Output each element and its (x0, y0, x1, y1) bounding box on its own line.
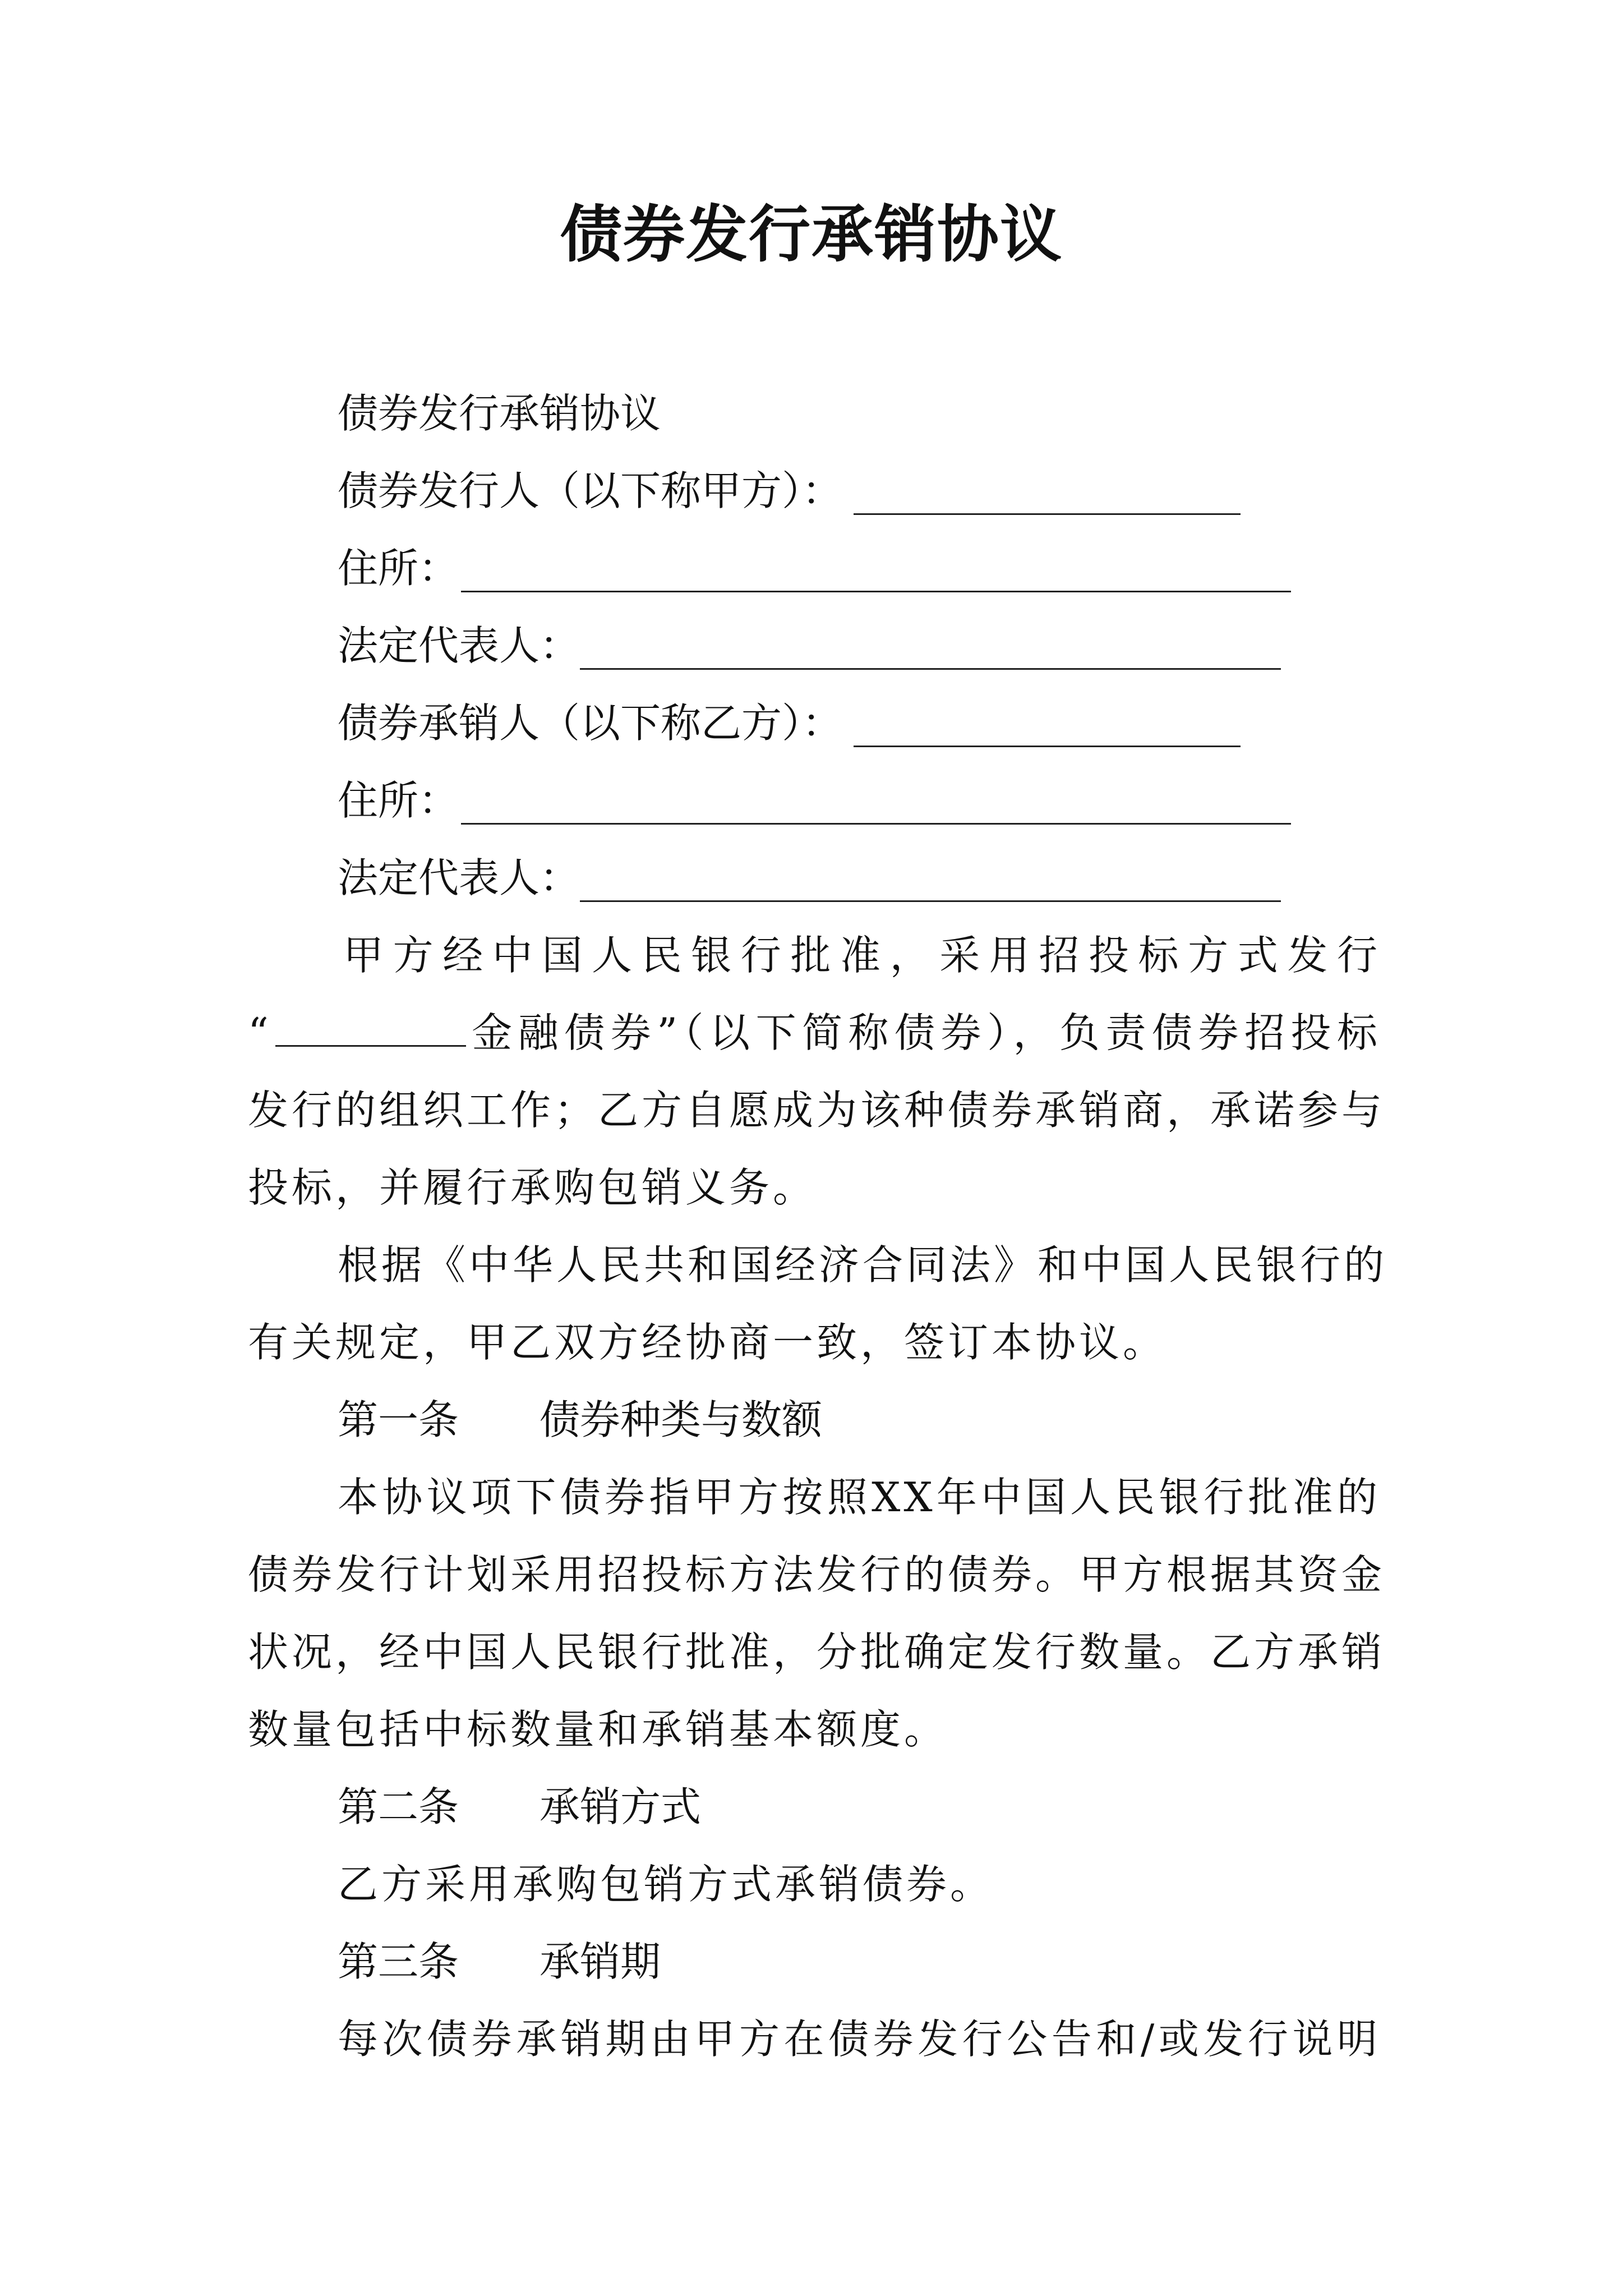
issuer-rep-field (248, 607, 1381, 684)
issuer-blank[interactable] (854, 463, 1241, 515)
underwriter-address-blank[interactable] (461, 772, 1291, 825)
basis-paragraph (248, 1226, 1388, 1381)
underwriter-address-field (248, 762, 1381, 839)
underwriter-rep-blank[interactable] (580, 850, 1281, 902)
intro-line-1: 甲方经中国人民银行批准，采用招投标方式发行 (343, 932, 1381, 979)
issuer-label: 债券发行人（以下称甲方）： (338, 467, 843, 514)
article-1-title: 债券种类与数额 (540, 1396, 823, 1443)
article-2-number: 第二条 (338, 1783, 459, 1830)
article-3-heading (248, 1923, 1381, 2000)
underwriter-rep-field (248, 839, 1381, 917)
article-1-line-4: 数量包括中标数量和承销基本额度。 (248, 1706, 948, 1753)
underwriter-address-label: 住所： (338, 777, 459, 824)
basis-line-1: 根据《中华人民共和国经济合同法》和中国人民银行的 (338, 1241, 1388, 1289)
underwriter-field (248, 684, 1381, 762)
article-1-line-3: 状况，经中国人民银行批准，分批确定发行数量。乙方承销 (248, 1628, 1386, 1676)
article-3-title: 承销期 (540, 1938, 661, 1985)
document-subtitle: 债券发行承销协议 (338, 390, 661, 437)
intro-line-4: 投标，并履行承购包销义务。 (248, 1164, 817, 1211)
article-1-number: 第一条 (338, 1396, 459, 1443)
issuer-address-blank[interactable] (461, 540, 1291, 592)
article-3-body (248, 2000, 1381, 2078)
issuer-address-field (248, 530, 1381, 607)
document-body (248, 375, 1388, 2078)
bond-name-blank[interactable] (275, 1001, 466, 1047)
underwriter-label: 债券承销人（以下称乙方）： (338, 700, 843, 747)
article-1-body (248, 1458, 1386, 1768)
article-2-title: 承销方式 (540, 1783, 702, 1830)
underwriter-blank[interactable] (854, 695, 1241, 747)
intro-open-quote: “ (248, 1009, 272, 1056)
basis-line-2: 有关规定，甲乙双方经协商一致，签订本协议。 (248, 1319, 1167, 1366)
intro-line-2-text: 金融债券”（以下简称债券），负责债券招投标 (469, 1009, 1381, 1056)
issuer-rep-label: 法定代表人： (338, 622, 580, 669)
intro-paragraph (248, 917, 1386, 1226)
article-3-line-1: 每次债券承销期由甲方在债券发行公告和/或发行说明 (338, 2016, 1381, 2063)
article-1-line-1: 本协议项下债券指甲方按照XX年中国人民银行批准的 (338, 1474, 1381, 1521)
article-2-heading (248, 1768, 1381, 1846)
intro-line-2 (248, 994, 1381, 1071)
issuer-address-label: 住所： (338, 545, 459, 592)
underwriter-rep-label: 法定代表人： (338, 854, 580, 901)
article-2-body (248, 1846, 1381, 1923)
issuer-rep-blank[interactable] (580, 618, 1281, 670)
article-2-line-1: 乙方采用承购包销方式承销债券。 (338, 1861, 994, 1908)
article-1-heading (248, 1381, 1381, 1458)
article-1-line-2: 债券发行计划采用招投标方法发行的债券。甲方根据其资金 (248, 1551, 1386, 1598)
issuer-field (248, 452, 1381, 530)
article-3-number: 第三条 (338, 1938, 459, 1985)
document-title: 债券发行承销协议 (560, 198, 1063, 270)
intro-line-3: 发行的组织工作；乙方自愿成为该种债券承销商，承诺参与 (248, 1087, 1386, 1134)
